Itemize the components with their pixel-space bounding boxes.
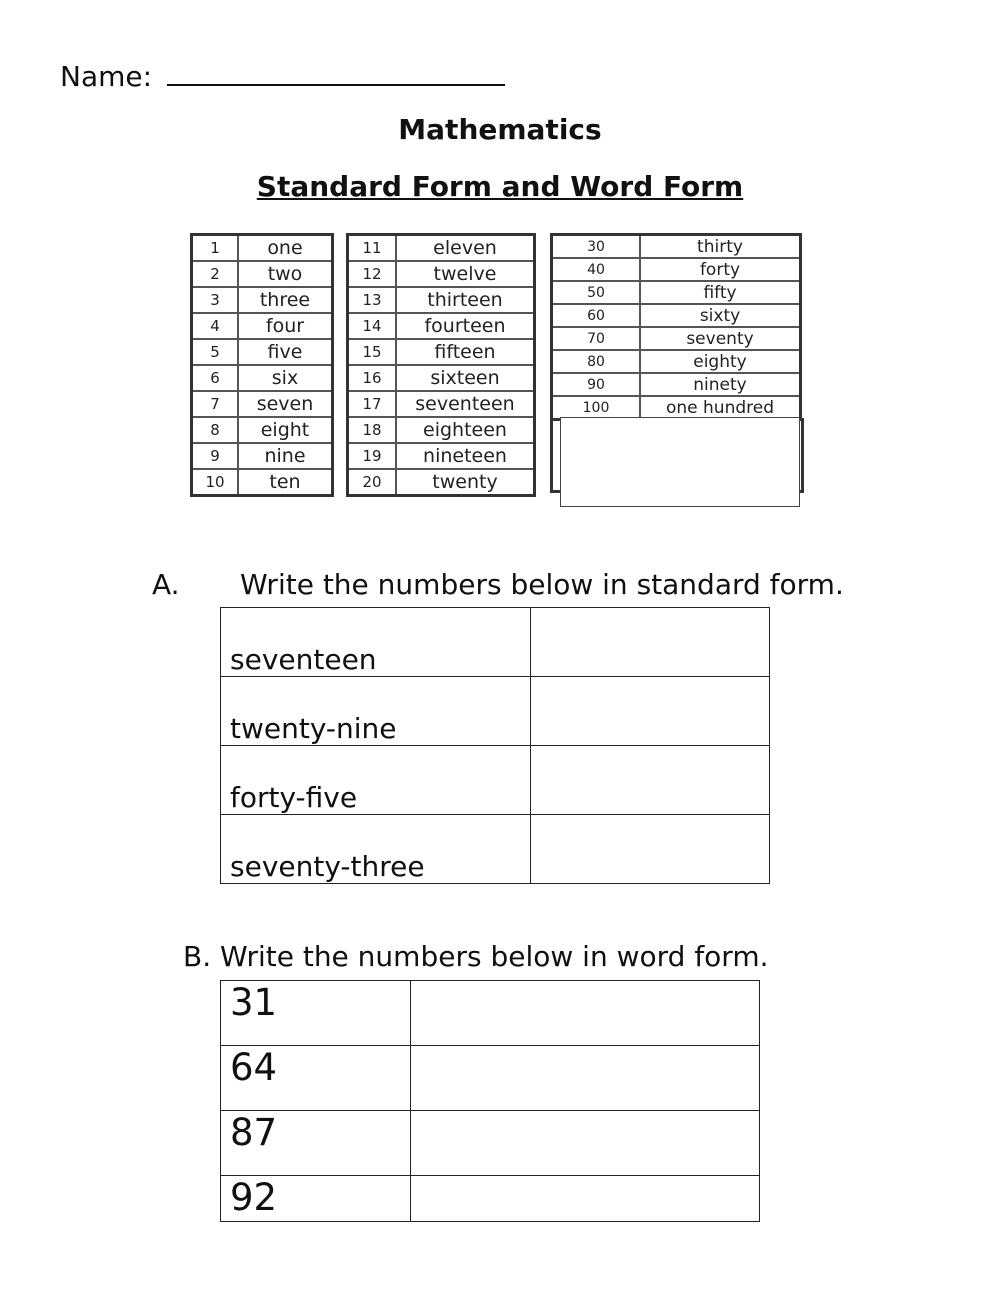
word-prompt: forty-five bbox=[221, 746, 531, 815]
reference-number: 8 bbox=[192, 417, 239, 443]
reference-word: three bbox=[238, 287, 333, 313]
reference-row bbox=[552, 258, 801, 281]
reference-word: six bbox=[238, 365, 333, 391]
name-field bbox=[60, 58, 505, 93]
reference-number: 6 bbox=[192, 365, 239, 391]
reference-number: 70 bbox=[552, 327, 641, 350]
reference-row bbox=[348, 235, 535, 262]
reference-word: two bbox=[238, 261, 333, 287]
reference-word: thirty bbox=[640, 235, 801, 259]
reference-number: 12 bbox=[348, 261, 397, 287]
reference-word: twenty bbox=[396, 469, 535, 496]
table-row bbox=[221, 1111, 760, 1176]
reference-word: thirteen bbox=[396, 287, 535, 313]
reference-word: sixteen bbox=[396, 365, 535, 391]
reference-row bbox=[192, 313, 333, 339]
reference-row bbox=[552, 373, 801, 396]
section-a-letter: A. bbox=[152, 568, 180, 601]
reference-row bbox=[552, 350, 801, 373]
reference-row bbox=[192, 235, 333, 262]
reference-row bbox=[348, 391, 535, 417]
section-b-heading: B. Write the numbers below in word form. bbox=[183, 940, 769, 973]
reference-word: seventy bbox=[640, 327, 801, 350]
reference-number: 4 bbox=[192, 313, 239, 339]
reference-word: five bbox=[238, 339, 333, 365]
reference-word: eight bbox=[238, 417, 333, 443]
reference-row bbox=[192, 417, 333, 443]
answer-cell[interactable] bbox=[531, 746, 770, 815]
reference-word: nineteen bbox=[396, 443, 535, 469]
number-prompt: 64 bbox=[221, 1046, 411, 1111]
word-prompt: seventy-three bbox=[221, 815, 531, 884]
reference-number: 10 bbox=[192, 469, 239, 496]
reference-row bbox=[348, 261, 535, 287]
table-row bbox=[221, 1176, 760, 1222]
reference-word: ninety bbox=[640, 373, 801, 396]
section-a-heading bbox=[152, 568, 844, 601]
number-prompt: 31 bbox=[221, 981, 411, 1046]
reference-number: 11 bbox=[348, 235, 397, 262]
reference-row bbox=[192, 261, 333, 287]
reference-row bbox=[192, 391, 333, 417]
reference-row bbox=[552, 304, 801, 327]
answer-cell[interactable] bbox=[531, 608, 770, 677]
reference-word: fifty bbox=[640, 281, 801, 304]
reference-number: 14 bbox=[348, 313, 397, 339]
reference-row bbox=[192, 469, 333, 496]
section-a-instruction: Write the numbers below in standard form. bbox=[240, 568, 844, 601]
word-prompt: seventeen bbox=[221, 608, 531, 677]
table-row bbox=[221, 981, 760, 1046]
reference-word: seven bbox=[238, 391, 333, 417]
reference-word: nine bbox=[238, 443, 333, 469]
reference-row bbox=[348, 469, 535, 496]
section-a-table bbox=[220, 607, 770, 884]
reference-number: 3 bbox=[192, 287, 239, 313]
answer-cell[interactable] bbox=[411, 1176, 760, 1222]
reference-number: 2 bbox=[192, 261, 239, 287]
reference-word: forty bbox=[640, 258, 801, 281]
reference-row bbox=[348, 417, 535, 443]
reference-number: 1 bbox=[192, 235, 239, 262]
reference-number: 7 bbox=[192, 391, 239, 417]
reference-word: eighteen bbox=[396, 417, 535, 443]
reference-row bbox=[552, 396, 801, 420]
reference-table-1-10 bbox=[190, 233, 334, 497]
reference-row bbox=[552, 327, 801, 350]
reference-row bbox=[192, 339, 333, 365]
reference-word: sixty bbox=[640, 304, 801, 327]
reference-row bbox=[192, 443, 333, 469]
reference-word: fifteen bbox=[396, 339, 535, 365]
reference-table-11-20 bbox=[346, 233, 536, 497]
table-row bbox=[221, 1046, 760, 1111]
reference-row bbox=[348, 287, 535, 313]
answer-cell[interactable] bbox=[531, 815, 770, 884]
reference-word: eighty bbox=[640, 350, 801, 373]
table-row bbox=[221, 815, 770, 884]
reference-row bbox=[192, 365, 333, 391]
reference-number: 9 bbox=[192, 443, 239, 469]
reference-number: 40 bbox=[552, 258, 641, 281]
reference-number: 30 bbox=[552, 235, 641, 259]
reference-number: 100 bbox=[552, 396, 641, 420]
reference-word: twelve bbox=[396, 261, 535, 287]
reference-number: 13 bbox=[348, 287, 397, 313]
reference-word: eleven bbox=[396, 235, 535, 262]
table-row bbox=[221, 677, 770, 746]
reference-word: seventeen bbox=[396, 391, 535, 417]
reference-number: 15 bbox=[348, 339, 397, 365]
reference-row bbox=[552, 235, 801, 259]
page-subtitle: Standard Form and Word Form bbox=[256, 170, 744, 203]
table-row bbox=[221, 608, 770, 677]
reference-number: 19 bbox=[348, 443, 397, 469]
reference-number: 20 bbox=[348, 469, 397, 496]
reference-word: one bbox=[238, 235, 333, 262]
reference-word: fourteen bbox=[396, 313, 535, 339]
reference-row bbox=[348, 365, 535, 391]
answer-cell[interactable] bbox=[411, 981, 760, 1046]
reference-number: 80 bbox=[552, 350, 641, 373]
answer-cell[interactable] bbox=[411, 1046, 760, 1111]
reference-word: four bbox=[238, 313, 333, 339]
reference-number: 60 bbox=[552, 304, 641, 327]
reference-word: one hundred bbox=[640, 396, 801, 420]
section-b-table bbox=[220, 980, 760, 1222]
name-blank-line[interactable] bbox=[167, 58, 505, 86]
reference-row bbox=[192, 287, 333, 313]
name-label: Name: bbox=[60, 60, 153, 93]
reference-number: 17 bbox=[348, 391, 397, 417]
reference-number: 16 bbox=[348, 365, 397, 391]
reference-row bbox=[552, 281, 801, 304]
reference-table-tens bbox=[550, 233, 802, 421]
reference-number: 5 bbox=[192, 339, 239, 365]
reference-number: 18 bbox=[348, 417, 397, 443]
answer-cell[interactable] bbox=[411, 1111, 760, 1176]
word-prompt: twenty-nine bbox=[221, 677, 531, 746]
number-prompt: 92 bbox=[221, 1176, 411, 1222]
answer-cell[interactable] bbox=[531, 677, 770, 746]
reference-word: ten bbox=[238, 469, 333, 496]
reference-row bbox=[348, 313, 535, 339]
table-row bbox=[221, 746, 770, 815]
reference-number: 90 bbox=[552, 373, 641, 396]
reference-row bbox=[348, 339, 535, 365]
reference-row bbox=[348, 443, 535, 469]
page-title: Mathematics bbox=[398, 113, 602, 146]
reference-number: 50 bbox=[552, 281, 641, 304]
number-prompt: 87 bbox=[221, 1111, 411, 1176]
blank-overlay-box bbox=[560, 417, 800, 507]
